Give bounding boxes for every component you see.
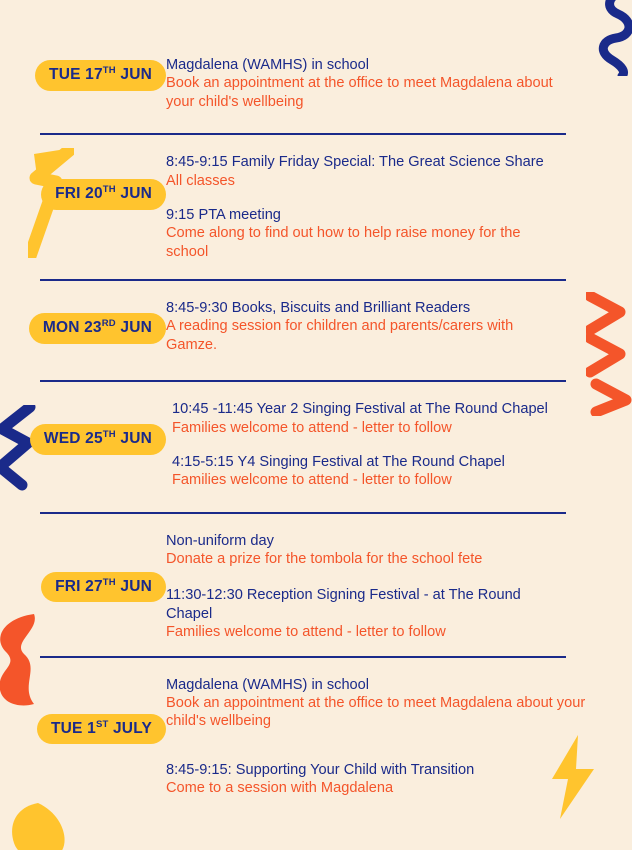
detail-column xyxy=(166,153,632,261)
event-subtitle: Families welcome to attend - letter to follow xyxy=(172,472,452,489)
event-block xyxy=(166,206,566,261)
date-pill-prefix: TUE 1 xyxy=(51,719,96,737)
date-pill-suffix: JULY xyxy=(108,719,152,737)
event-row xyxy=(0,147,632,261)
detail-column xyxy=(166,400,632,490)
event-subtitle: Families welcome to attend - letter to follow xyxy=(172,419,452,436)
event-block xyxy=(166,56,566,111)
event-subtitle: Donate a prize for the tombola for the school fete xyxy=(166,551,483,567)
date-pill-ordinal: ST xyxy=(95,718,109,730)
date-pill xyxy=(41,572,166,603)
event-subtitle: Come to a session with Magdalena xyxy=(166,780,394,796)
date-pill-suffix: JUN xyxy=(115,430,152,448)
event-subtitle: Book an appointment at the office to meet Magdalena about your child's wellbeing xyxy=(166,75,553,110)
date-pill xyxy=(41,179,166,210)
date-pill-prefix: MON 23 xyxy=(42,319,102,336)
event-title: Magdalena (WAMHS) in school xyxy=(166,57,370,73)
divider xyxy=(40,133,566,135)
event-row xyxy=(0,293,632,354)
event-row xyxy=(0,0,632,111)
date-pill xyxy=(30,424,166,455)
divider xyxy=(40,380,566,382)
divider xyxy=(40,656,566,658)
event-subtitle: Book an appointment at the office to meet Magdalena about your child's wellbeing xyxy=(166,694,586,730)
date-pill-ordinal: RD xyxy=(101,317,116,329)
date-pill xyxy=(37,714,166,745)
event-title: 8:45-9:15 Family Friday Special: The Great Science Share xyxy=(166,154,544,171)
event-subtitle: A reading session for children and parents/carers with Gamze. xyxy=(166,318,514,353)
event-block xyxy=(166,299,566,354)
date-column xyxy=(0,299,166,344)
event-block xyxy=(166,586,566,641)
date-pill-prefix: TUE 17 xyxy=(49,66,103,83)
date-column xyxy=(0,400,166,455)
date-pill-prefix: FRI 27 xyxy=(55,577,103,595)
event-block xyxy=(166,761,604,798)
divider xyxy=(40,512,566,514)
event-title: 9:15 PTA meeting xyxy=(166,206,281,223)
event-title: 8:45-9:15: Supporting Your Child with Transition xyxy=(166,761,475,778)
date-pill-suffix: JUN xyxy=(115,577,152,595)
date-pill-suffix: JUN xyxy=(115,185,152,203)
event-row xyxy=(0,526,632,642)
date-pill-ordinal: TH xyxy=(102,64,116,76)
detail-column xyxy=(166,56,632,111)
date-column xyxy=(0,532,166,603)
date-pill-suffix: JUN xyxy=(115,319,152,336)
detail-column xyxy=(166,676,632,798)
detail-column xyxy=(166,299,632,354)
event-title: Non-uniform day xyxy=(166,532,274,549)
event-block xyxy=(166,153,566,190)
event-block xyxy=(166,676,604,731)
date-pill xyxy=(29,313,166,344)
date-column xyxy=(0,153,166,210)
event-title: 11:30-12:30 Reception Signing Festival - at The Round Chapel xyxy=(166,587,521,622)
event-title: 10:45 -11:45 Year 2 Singing Festival at The Round Chapel xyxy=(172,401,548,418)
date-pill-suffix: JUN xyxy=(115,66,152,83)
event-title: 8:45-9:30 Books, Biscuits and Brilliant Readers xyxy=(166,300,471,316)
event-block xyxy=(172,400,566,437)
date-column xyxy=(0,56,166,91)
date-pill-ordinal: TH xyxy=(102,576,116,588)
date-pill-ordinal: TH xyxy=(102,183,116,195)
event-subtitle: Come along to find out how to help raise money for the school xyxy=(166,225,521,260)
date-pill-prefix: FRI 20 xyxy=(55,185,103,203)
event-subtitle: All classes xyxy=(166,172,235,189)
date-column xyxy=(0,676,166,745)
event-row xyxy=(0,670,632,798)
event-block xyxy=(172,453,566,490)
date-pill-prefix: WED 25 xyxy=(43,430,103,448)
blob-bottom-icon xyxy=(8,803,68,850)
event-block xyxy=(166,532,566,569)
divider xyxy=(40,279,566,281)
event-title: Magdalena (WAMHS) in school xyxy=(166,676,370,693)
event-row xyxy=(0,394,632,490)
event-title: 4:15-5:15 Y4 Singing Festival at The Round Chapel xyxy=(172,453,505,470)
detail-column xyxy=(166,532,632,642)
date-pill xyxy=(35,60,166,91)
date-pill-ordinal: TH xyxy=(102,428,116,440)
event-subtitle: Families welcome to attend - letter to follow xyxy=(166,624,446,641)
